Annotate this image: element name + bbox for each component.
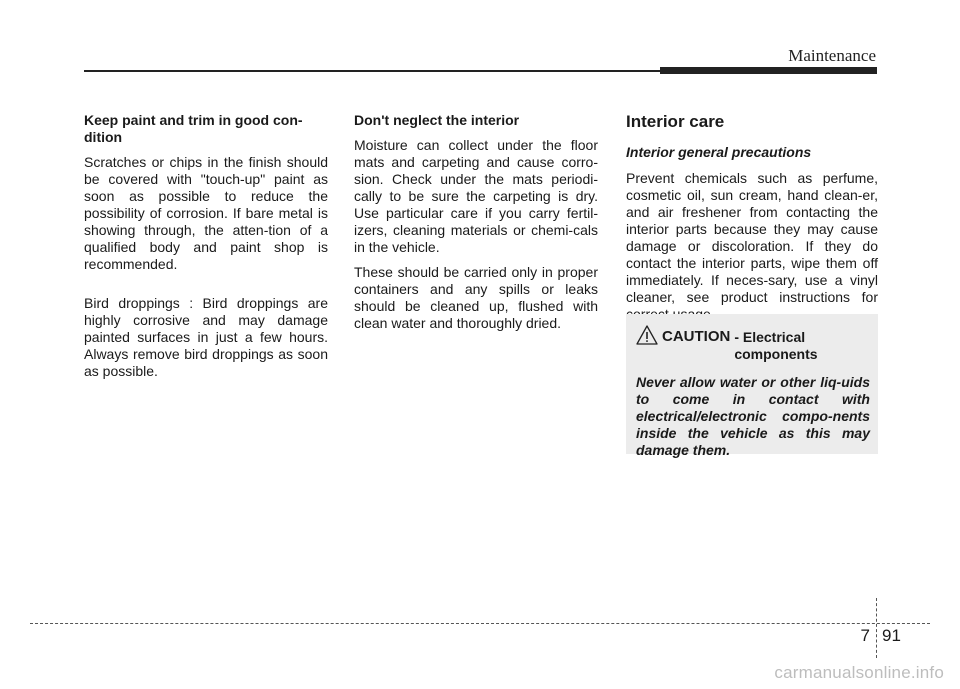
interior-neglect-heading: Don't neglect the interior <box>354 112 520 128</box>
caution-subject-line1: - Electrical <box>734 329 806 345</box>
column-paint-care <box>84 112 328 388</box>
moisture-paragraph: Moisture can collect under the floor mats and carpeting and cause corro-sion. Check under the mats periodi-cally to be sure the carpeting is dry. Use particular care if you carry fertil-izers, cleaning materials or chemi-cals in the vehicle. <box>354 137 598 255</box>
footer-dashed-divider <box>876 598 877 658</box>
caution-subject <box>734 329 834 363</box>
caution-text: Never allow water or other liq-uids to come in contact with electrical/electronic compo-nents inside the vehicle as this may damage them. <box>636 374 870 458</box>
paint-scratches-paragraph: Scratches or chips in the finish should be covered with "touch-up" paint as soon as possible to reduce the possibility of corrosion. If bare metal is showing through, the atten-tion of a qualified body and paint shop is recommended. <box>84 154 328 272</box>
chemicals-paragraph: Prevent chemicals such as perfume, cosmetic oil, sun cream, hand clean-er, and air freshener from contacting the interior parts because they may cause damage or discoloration. If they do contact the interior parts, wipe them off immediately. If neces-sary, use a vinyl cleaner, see product instructions for <box>626 170 878 305</box>
chapter-number: 7 <box>860 626 870 645</box>
containers-paragraph: These should be carried only in proper containers and any spills or leaks should be cleaned up, flushed with clean water and thoroughly dried. <box>354 264 598 331</box>
watermark: carmanualsonline.info <box>774 663 944 682</box>
warning-triangle-icon <box>636 325 658 345</box>
bird-droppings-paragraph: Bird droppings : Bird droppings are highly corrosive and may damage painted surfaces in just a few hours. Always remove bird droppings as soon as possible. <box>84 295 328 379</box>
section-title: Maintenance <box>788 46 876 65</box>
header-rule-thick <box>660 67 877 74</box>
interior-care-title: Interior care <box>626 112 725 131</box>
caution-box <box>626 314 878 458</box>
column-interior-care <box>626 112 878 331</box>
column-interior-neglect <box>354 112 598 340</box>
footer-dashed-rule <box>30 623 930 624</box>
header-rule-thin <box>84 70 660 72</box>
paint-trim-heading: Keep paint and trim in good con-dition <box>84 112 303 145</box>
caution-label: CAUTION <box>662 328 731 345</box>
caution-subject-line2: components <box>734 346 818 362</box>
page-number: 91 <box>882 626 901 645</box>
caution-header <box>636 324 870 370</box>
interior-precautions-subtitle: Interior general precautions <box>626 144 812 160</box>
